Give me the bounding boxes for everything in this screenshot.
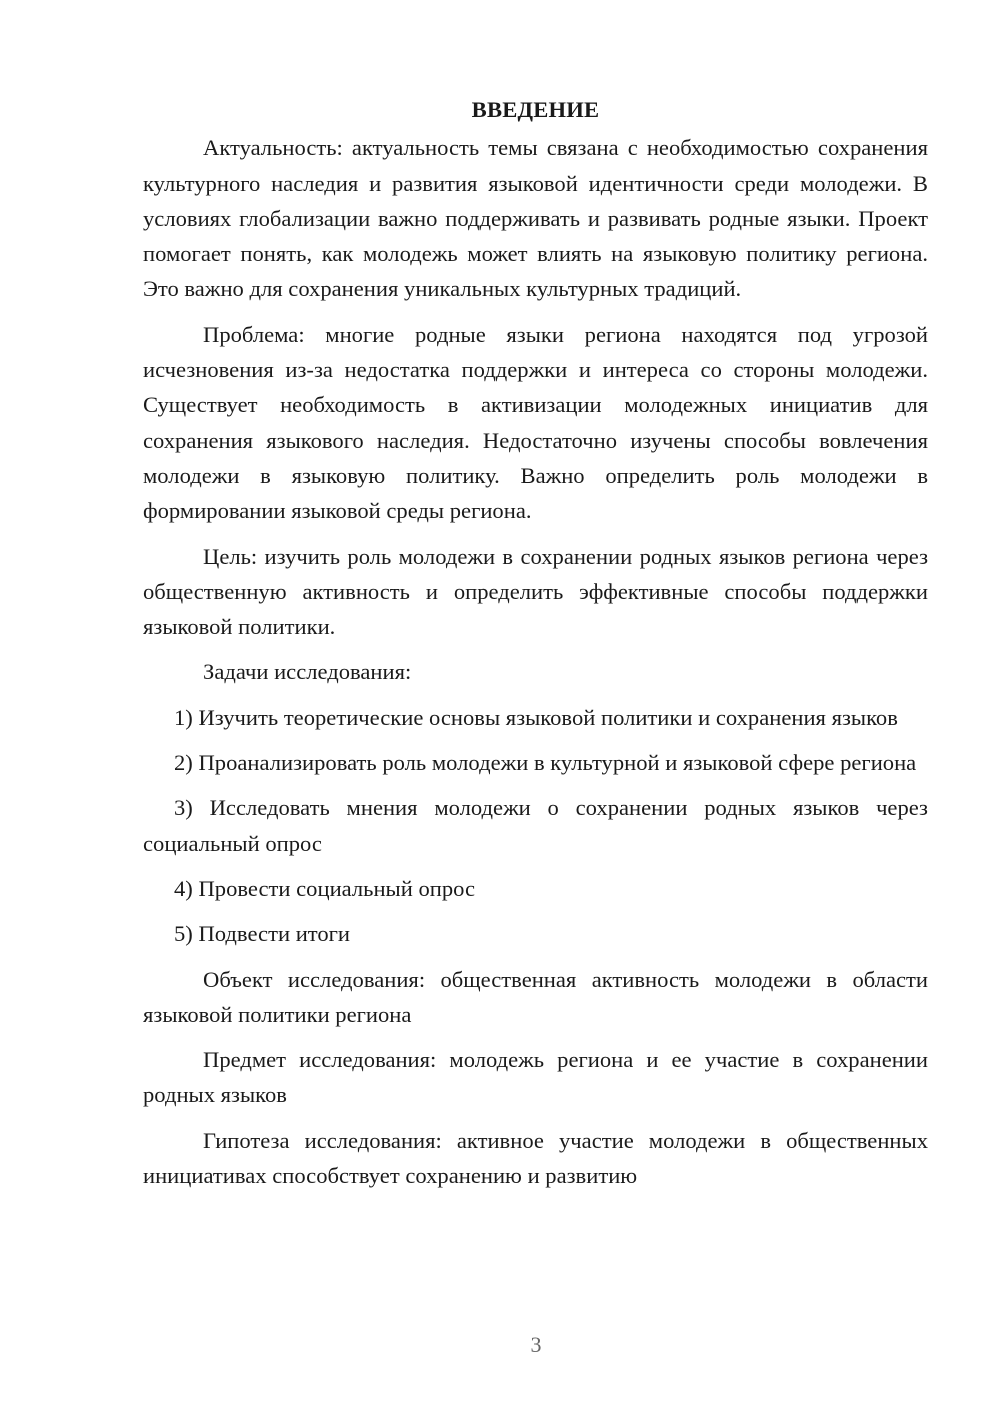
paragraph-relevance: Актуальность: актуальность темы связана с необходимостью сохранения культурного наследия и развития языковой идентичности среди молодежи. В условиях глобализации важно поддерживать и развивать родные языки. Проект помогает понять, как молодежь может влиять на языковую политику региона. Это важно для сохранения уникальных культурных традиций. (143, 135, 928, 302)
paragraph-problem: Проблема: многие родные языки региона находятся под угрозой исчезновения из-за недостатка поддержки и интереса со стороны молодежи. Существует необходимость в активизации молодежных инициатив для сохранения языкового наследия. Недостаточно изучены способы вовлечения молодежи в языковую политику. Важно определить роль молодежи в формировании языковой среды региона. (143, 321, 928, 524)
task-item-2: 2) Проанализировать роль молодежи в культурной и языковой сфере региона (174, 750, 917, 776)
task-item-1: 1) Изучить теоретические основы языковой политики и сохранения языков (174, 704, 898, 730)
section-title: ВВЕДЕНИЕ (471, 97, 600, 122)
paragraph-subject: Предмет исследования: молодежь региона и ее участие в сохранении родных языков (143, 1047, 928, 1108)
paragraph-hypothesis: Гипотеза исследования: активное участие молодежи в общественных инициативах способствует сохранению и развитию (143, 1127, 928, 1189)
task-item-4: 4) Провести социальный опрос (174, 875, 476, 901)
paragraph-object: Объект исследования: общественная активность молодежи в области языковой политики региона (143, 966, 928, 1027)
tasks-list (143, 700, 928, 952)
page-number: 3 (530, 1332, 542, 1357)
page-content (143, 92, 928, 1203)
task-item-3: 3) Исследовать мнения молодежи о сохранении родных языков через социальный опрос (143, 795, 928, 856)
tasks-heading: Задачи исследования: (203, 659, 412, 685)
paragraph-goal: Цель: изучить роль молодежи в сохранении родных языков региона через общественную активность и определить эффективные способы поддержки языковой политики. (143, 543, 928, 640)
task-item-5: 5) Подвести итоги (174, 921, 351, 947)
